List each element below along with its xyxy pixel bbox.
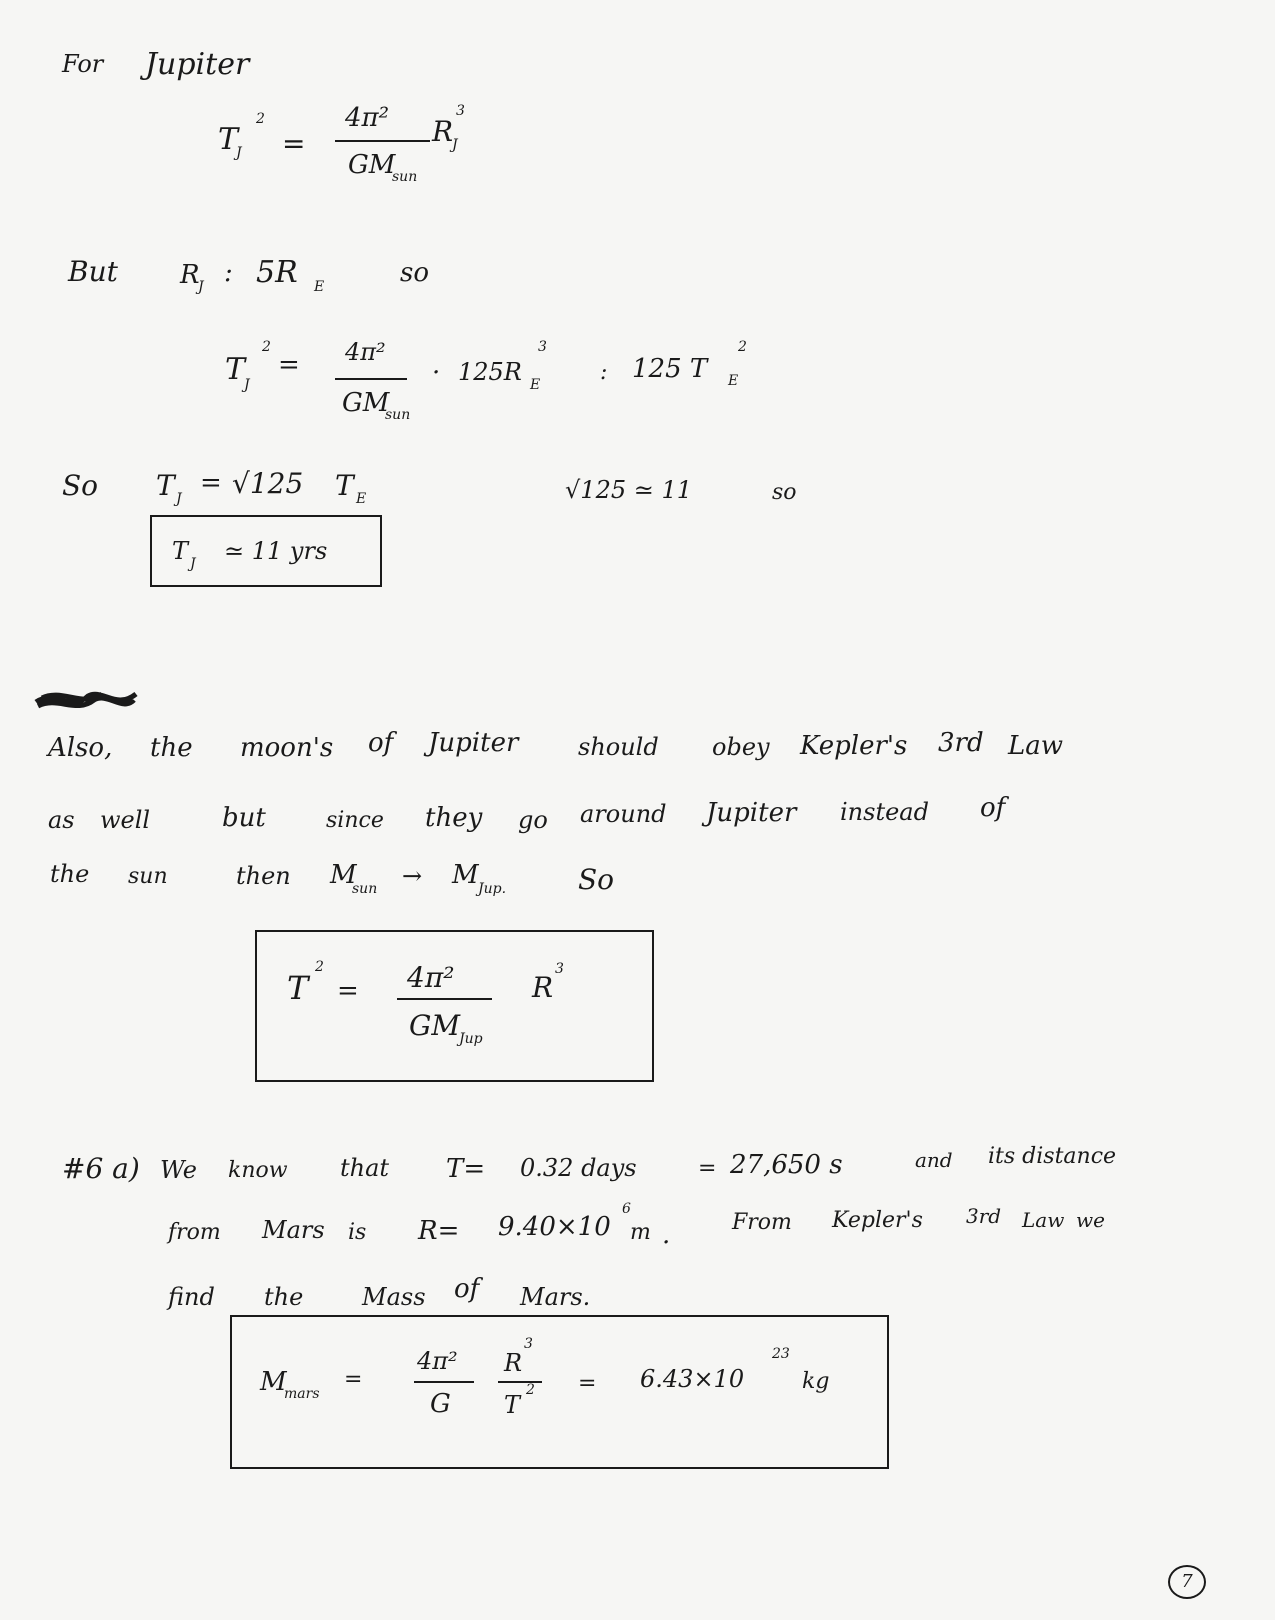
fraction-bar	[335, 140, 430, 142]
header-jupiter: Jupiter	[145, 47, 250, 82]
fraction-bar	[335, 378, 407, 380]
boxed-equation-kepler-jupiter: T 2 = 4π² GM Jup R 3	[255, 930, 654, 1082]
fraction-bar	[414, 1381, 474, 1383]
boxed-equation-mars-mass: M mars = 4π² G R 3 T 2 = 6.43×10 23 kg	[230, 1315, 889, 1469]
header-for: For	[62, 50, 104, 78]
fraction-bar	[397, 998, 492, 1000]
result-box-jupiter-period: T J ≃ 11 yrs	[150, 515, 382, 587]
notebook-page: For Jupiter T J 2 = 4π² GM sun R J 3 But R J : 5R E so T J 2 = 4π² GM sun · 125R E 3 : 125 T E 2 So T J = √125 T E √125 ≃ 11 so T J ≃ 11 yrs Also, the moon's of Jupiter should obey Kepler's 3rd Law as well but since they go around Jupiter instead of the sun then M sun → M Jup. So T 2 = 4π² GM Jup R 3 #6 a) We know that T= 0.32 days = 27,650 s and its distance from Mars is R= 9.40×10 6 m . From Kepler's 3rd Law we find the Mass of Mars. M mars = 4π² G R 3 T 2 = 6.43×10 23 kg 7	[0, 0, 1275, 1620]
page-number: 7	[1168, 1565, 1206, 1599]
fraction-bar	[498, 1381, 542, 1383]
scribble-mark	[32, 686, 142, 716]
